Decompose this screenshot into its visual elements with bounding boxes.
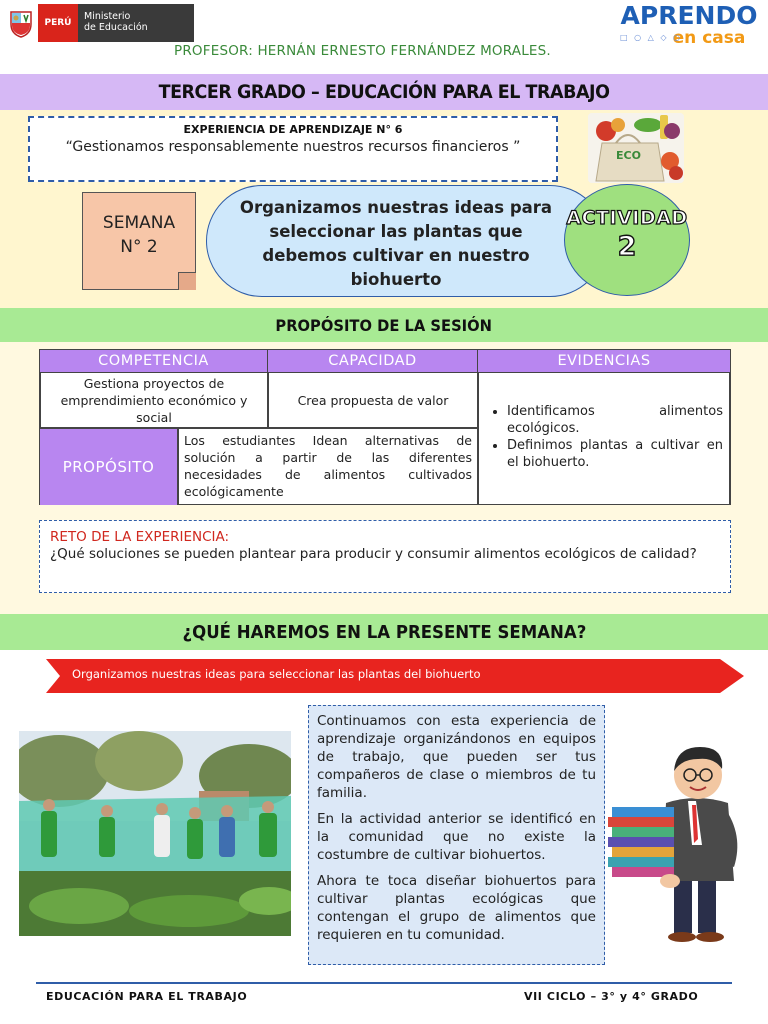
coat-of-arms-icon	[4, 4, 38, 42]
title-band	[0, 74, 768, 110]
week-number: N° 2	[120, 237, 158, 257]
arrow-text: Organizamos nuestras ideas para seleccionar las plantas del biohuerto	[72, 667, 481, 681]
activity-title: Organizamos nuestras ideas para seleccionar las plantas que debemos cultivar en nuestro biohuerto	[239, 198, 553, 289]
purpose-band	[0, 308, 768, 342]
competency-table	[39, 349, 731, 505]
header-competencia: COMPETENCIA	[40, 350, 268, 372]
page-header	[0, 0, 768, 70]
footer-divider	[36, 982, 732, 984]
eco-bag-image	[588, 113, 684, 183]
paragraph: En la actividad anterior se identificó en la comunidad que no existe la costumbre de cultivar biohuertos.	[317, 811, 596, 863]
page-title: TERCER GRADO – EDUCACIÓN PARA EL TRABAJO	[158, 81, 610, 103]
experience-label: EXPERIENCIA DE APRENDIZAJE N° 6	[183, 123, 403, 136]
proposito-label: PROPÓSITO	[40, 428, 178, 505]
challenge-box	[39, 520, 731, 593]
week-plan-title: ¿QUÉ HAREMOS EN LA PRESENTE SEMANA?	[182, 621, 586, 643]
experience-box	[28, 116, 558, 182]
peru-label: PERÚ	[38, 4, 78, 42]
activity-number: 2	[617, 231, 637, 262]
evidencia-item: • Identificamos alimentos ecológicos.	[507, 403, 723, 437]
purpose-band-title: PROPÓSITO DE LA SESIÓN	[275, 315, 493, 335]
evidencias-cell	[478, 372, 730, 505]
experience-text: “Gestionamos responsablemente nuestros recursos financieros ”	[65, 139, 521, 155]
activity-title-box	[206, 185, 606, 297]
footer-subject: EDUCACIÓN PARA EL TRABAJO	[46, 990, 248, 1003]
footer-grade: VII CICLO – 3° y 4° GRADO	[524, 990, 699, 1003]
activity-badge	[564, 184, 690, 296]
note-fold-icon	[178, 272, 196, 290]
week-description-box	[308, 705, 605, 965]
brand-line1: APRENDO	[620, 1, 758, 30]
brand-dots-icon: □ ○ △ ◇ ○	[620, 33, 682, 42]
header-evidencias: EVIDENCIAS	[478, 350, 730, 372]
activity-label: ACTIVIDAD	[566, 207, 688, 229]
paragraph: Ahora te toca diseñar biohuertos para cultivar plantas ecológicas que contengan el grupo de alimentos que requieren en tu comunidad.	[317, 873, 596, 943]
week-plan-band	[0, 614, 768, 650]
aprendo-en-casa-logo	[614, 2, 764, 48]
challenge-question: ¿Qué soluciones se pueden plantear para producir y consumir alimentos ecológicos de calidad?	[50, 546, 697, 562]
teacher-name: PROFESOR: HERNÁN ERNESTO FERNÁNDEZ MORALES.	[174, 43, 551, 59]
capacidad-cell: Crea propuesta de valor	[268, 372, 478, 428]
proposito-cell: Los estudiantes Idean alternativas de solución a partir de las diferentes necesidades de alimentos cultivados ecológicamente	[178, 428, 478, 505]
garden-photo	[19, 731, 291, 936]
ministry-line1: Ministerio	[84, 11, 131, 22]
ministry-line2: de Educación	[84, 22, 148, 33]
eco-label: ECO	[616, 149, 641, 162]
challenge-title: RETO DE LA EXPERIENCIA:	[50, 529, 230, 545]
week-label: SEMANA	[102, 213, 176, 233]
evidencias-list	[479, 403, 729, 471]
evidencia-item: • Definimos plantas a cultivar en el biohuerto.	[507, 437, 723, 471]
minedu-logo	[4, 4, 194, 42]
ministry-name	[78, 4, 194, 42]
teacher-illustration	[606, 735, 756, 945]
competencia-cell: Gestiona proyectos de emprendimiento económico y social	[40, 372, 268, 428]
paragraph: Continuamos con esta experiencia de aprendizaje organizándonos en equipos de trabajo, que pueden ser tus compañeros de clase o miembros de tu familia.	[317, 713, 596, 801]
brand-line2: en casa	[672, 28, 746, 48]
header-capacidad: CAPACIDAD	[268, 350, 478, 372]
